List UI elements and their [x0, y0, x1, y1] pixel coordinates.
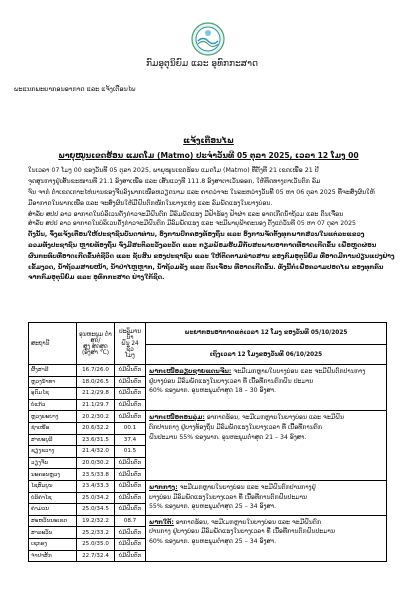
- rain-header: [115, 323, 146, 365]
- warning-line: ດັ່ງນັ້ນ, ຈຶ່ງແຈ້ງເຕືອນໃຫ້ປະຊາຊົນບັນດາທ່ານ, ອົງການປົກຄອງທ້ອງຖິ່ນ ແລະ ອົງການຈັດຕັ້ງທຸກພາກສ່ວນໃນແຕ່ລະແຂວງ: [28, 230, 365, 238]
- station-cell: ເຊກອງ: [29, 538, 77, 550]
- forecast-text: ຢູ່ບາງບ່ອນ ມີລົມພັດແຮງໃນບາງເວລາ ທີ່ ເນື້ອທີ່ການຕົກຝົນ ປະມານ: [149, 377, 314, 385]
- paragraph-line: ມີອາກາດໃນພາກເໜືອ ແລະ ຈະສົ່ງຜົນໃຫ້ມີຝົນຕົກໜັກໃນບາງແຫ່ງ ແລະ ລົມພັດແຮງໃນບາງບ່ອນ.: [28, 199, 273, 207]
- station-cell: ຊຽງຂວາງ: [29, 446, 77, 458]
- forecast-text: 60% ຂອງພາກ. ອຸນຫະພູມຕ່ຳສຸດ 25 – 34 ອົງສາ.: [149, 537, 277, 545]
- section-name: ພະແນກພະຍາກອນອາກາດ ແລະ ແຈ້ງເຕືອນໄພ: [14, 85, 136, 93]
- station-cell: ຫຼວງພະບາງ: [29, 411, 77, 423]
- forecast-text: ຕົກປານກາງ ຢູ່ບາງທ້ອງຖິ່ນ ມີລົມພັດແຮງໃນບາງເວລາ ທີ່ ເນື້ອທີ່ການຕົກ: [149, 423, 322, 431]
- temp-cell: 19.2/32.2: [77, 515, 115, 527]
- rain-cell: ບໍ່ມີຝົນຕົກ: [115, 365, 146, 377]
- forecast-region: ພາກເໜືອລຽບຊາຍແດນຈີນ:: [149, 368, 232, 375]
- station-cell: ວຽງຈັນ: [29, 457, 77, 469]
- forecast-text: 60% ຂອງພາກ. ອຸນຫະພູມຕ່ຳສຸດ 18 – 30 ອົງສາ.: [149, 387, 277, 395]
- station-header: ສະຖານີ: [29, 323, 77, 365]
- station-cell: ສະຫວັນນະເຂດ: [29, 515, 77, 527]
- forecast-region: ພາກກາງ:: [149, 483, 178, 491]
- weather-table: [28, 322, 387, 562]
- temp-cell: 16.7/26.0: [77, 365, 115, 377]
- temp-cell: 23.5/33.8: [77, 469, 115, 481]
- rain-cell: 01.5: [115, 446, 146, 458]
- station-cell: ອຸດົມໄຊ: [29, 388, 77, 400]
- forecast-text: ຈະມີເມກຫຼາຍໃນບາງບ່ອນ ແລະ ຈະມີຝົນຕົກປານກາງ: [233, 368, 366, 375]
- forecast-region: ພາກເໜືອຕອນລຸ່ມ:: [149, 414, 205, 422]
- rain-cell: ບໍ່ມີຝົນຕົກ: [115, 399, 146, 411]
- forecast-text: ອາກາດຮ້ອນ, ຈະມີເມກຫຼາຍໃນບາງບ່ອນ ແລະ ຈະມີຝົນຕົກ: [175, 518, 321, 526]
- paragraph-line: ໃນເວລາ 07 ໂມງ 00 ຂອງວັນທີ 05 ຕຸລາ 2025, ພາຍຸໝູນເຂດຮ້ອນ ແມດໂມ (Matmo) ທີ່ຕັ້ງທີ 21 ເຂດເໜືອ 21 ປີ: [28, 167, 319, 174]
- forecast-north-lower: [146, 411, 387, 481]
- rain-cell: 08.7: [115, 515, 146, 527]
- rain-cell: ບໍ່ມີຝົນຕົກ: [115, 538, 146, 550]
- forecast-north-border: [146, 365, 387, 411]
- station-cell: ຫຼວງນ້ຳທາ: [29, 376, 77, 388]
- station-cell: ສາລະວັນ: [29, 527, 77, 539]
- paragraph-line: ສຳລັບ ສປປ ລາວ ອາກາດໃນບໍລິເວນດັ່ງກ່າວຈະມີຝົນຕົກ ມີລົມພັດແຮງ ມີຟ້າຮ້ອງ ຟ້າຜ່າ ແລະ ອາດເກີດນ້ຳຖ້ວມ ແລະ ດິນເຈື່ອນ: [28, 210, 344, 218]
- temp-cell: 21.2/29.8: [77, 388, 115, 400]
- station-cell: ບໍ່ແກ້ວ: [29, 399, 77, 411]
- rain-header-line: ຝົນ 24 ຊົ່ວ: [121, 340, 139, 353]
- temp-header-line: ສູງ ສຸດສຸດ: [83, 343, 108, 350]
- department-name: ກົມອຸຕຸນິຍົມ ແລະ ອຸທົກກະສາດ: [146, 59, 258, 69]
- rain-header-line: ໂມງ: [125, 352, 135, 359]
- temp-cell: 21.1/29.7: [77, 399, 115, 411]
- rain-cell: ບໍ່ມີຝົນຕົກ: [115, 504, 146, 516]
- rain-cell: ບໍ່ມີຝົນຕົກ: [115, 527, 146, 539]
- paragraph-line: ສຳລັບ ສປປ ລາວ ອາກາດໃນບໍລິເວນດັ່ງກ່າວຈະມີຝົນຕົກ ມີລົມພັດແຮງ ແລະ ຈະມີພາຍຸຟ້າຄະນອງ ຕັ້ງແຕ່ວັນທີ 05 ຫາ 07 ຕຸລາ 2025: [28, 220, 356, 227]
- station-cell: ບໍລິຄຳໄຊ: [29, 492, 77, 504]
- station-cell: ນະຄອນຫຼວງ: [29, 469, 77, 481]
- temp-header-line: (ອົງສາ °C): [82, 349, 109, 356]
- rain-cell: ບໍ່ມີຝົນຕົກ: [115, 388, 146, 400]
- bulletin-title: ແຈ້ງເຕືອນໄພ: [183, 136, 234, 145]
- temp-cell: 23.4/33.3: [77, 480, 115, 492]
- department-logo: [191, 22, 225, 56]
- temp-cell: 21.4/32.0: [77, 446, 115, 458]
- forecast-text: ຝົນປະມານ 55% ຂອງພາກ. ອຸນຫະພູມຕ່ຳສຸດ 21 – 34 ອົງສາ.: [149, 433, 307, 441]
- station-cell: ຄຳມ່ວນ: [29, 504, 77, 516]
- bulletin-subtitle: ພາຍຸໝູນເຂດຮ້ອນ ແມດໂມ (Matmo) ປະຈໍາວັນທີ 05 ຕຸລາ 2025, ເວລາ 12 ໂມງ 00: [58, 151, 359, 160]
- station-cell: ຊຳເໜືອ: [29, 422, 77, 434]
- forecast-text: ຈະມີເມກຫຼາຍໃນບາງບ່ອນ ແລະ ຈະມີຝົນຕົກປານກາງຢູ່: [179, 483, 316, 491]
- forecast-text: ບາງບ່ອນ ມີລົມພັດແຮງໃນບາງເວລາ ທີ່ ເນື້ອທີ່ການຕົກຝົນປະມານ: [149, 493, 308, 501]
- rain-header-line: ປະລິມານນ້ຳ: [118, 328, 142, 341]
- station-cell: ສາຍະບູລີ: [29, 434, 77, 446]
- temp-header-line: ອຸນຫະພູມ ຕ່ຳສຸດ/: [79, 331, 112, 344]
- rain-cell: ບໍ່ມີຝົນຕົກ: [115, 480, 146, 492]
- temp-cell: 25.0/35.0: [77, 538, 115, 550]
- rain-cell: ບໍ່ມີຝົນຕົກ: [115, 411, 146, 423]
- forecast-region: ພາກໃຕ້:: [149, 518, 174, 526]
- temp-cell: 20.2/30.2: [77, 411, 115, 423]
- station-cell: ຜົ້ງສາລີ: [29, 365, 77, 377]
- rain-cell: 00.1: [115, 422, 146, 434]
- station-cell: ໄຊສົມບູນ: [29, 480, 77, 492]
- temp-cell: 20.6/32.2: [77, 422, 115, 434]
- rain-cell: ບໍ່ມີຝົນຕົກ: [115, 376, 146, 388]
- temp-cell: 22.7/32.4: [77, 550, 115, 562]
- rain-cell: ບໍ່ມີຝົນຕົກ: [115, 550, 146, 562]
- temp-cell: 25.0/34.5: [77, 504, 115, 516]
- forecast-text: ອາກາດຮ້ອນ, ຈະມີເມກຫຼາຍໃນບາງບ່ອນ ແລະ ຈະມີຝົນ: [206, 414, 344, 422]
- temp-header: [77, 323, 115, 365]
- bulletin-paragraph-2: [28, 219, 400, 284]
- station-cell: ຈຳປາສັກ: [29, 550, 77, 562]
- rain-cell: ບໍ່ມີຝົນຕົກ: [115, 492, 146, 504]
- bulletin-paragraph-1: [28, 166, 400, 220]
- warning-line: ຜົນກະທົບທີ່ອາດເກີດຂຶ້ນຕໍ່ຊີວິດ ແລະ ຊັບສິນ ຂອງປະຊາຊົນ ແລະ ໃຫ້ຕິດຕາມຂ່າວສານ ຂອງກົມອຸຕຸນິຍົມ ທີ່ອາດມີການປ່ຽນແປງຢ່າງ: [28, 252, 395, 260]
- rain-cell: 37.4: [115, 434, 146, 446]
- forecast-text: ປານກາງ ຢູ່ບາງບ່ອນ ມີລົມພັດແຮງໃນບາງເວລາ ທີ່ ເນື້ອທີ່ການຕົກຝົນປະມານ: [149, 528, 335, 536]
- temp-cell: 18.0/26.5: [77, 376, 115, 388]
- paragraph-line: ຈຸດສູນກາງຢູ່ເສັ້ນຂະໜານທີ 21.1 ອົງສາເໜືອ ແລະ ເສັ້ນແວງທີ 111.8 ອົງສາຕາເວັນອອກ, ໃຫ້ທິດທາງຕາເວັນຕົກ ລົມ: [28, 177, 321, 185]
- warning-line: ເຂັ້ມງວດ, ນ້ຳຖ້ວມສາຍໜ້າ, ນ້ຳປ່າໄຫຼຫຼາກ, ນ້ຳຖ້ວມຂັງ ແລະ ດິນເຈື່ອນ ທີ່ອາດເກີດຂຶ້ນ. ທັງນີ້ກໍເພື່ອຄວາມປອດໄພ ຂອງທຸກຄົນ: [28, 263, 384, 271]
- rain-cell: ບໍ່ມີຝົນຕົກ: [115, 457, 146, 469]
- rain-cell: ບໍ່ມີຝົນຕົກ: [115, 469, 146, 481]
- forecast-south: [146, 515, 387, 561]
- temp-cell: 25.2/33.2: [77, 527, 115, 539]
- forecast-text: 55% ຂອງພາກ. ອຸນຫະພູມຕ່ຳສຸດ 25 – 34 ອົງສາ.: [149, 503, 277, 511]
- warning-line: ຈາກກົມອຸຕຸນິຍົມ ແລະ ອຸທົກກະສາດ ຢ່າງໃກ້ຊິດ.: [28, 274, 165, 282]
- temp-cell: 20.0/30.2: [77, 457, 115, 469]
- warning-line: ລວມທັງປະຊາຊົນ ຫຼາຍທ້ອງຖິ່ນ ຈົ່ງມີສະຕິລະວັງລະວັດ ແລະ ກຽມພ້ອມຮັບມືກັບສະພາບອາກາດທີ່ອາດເກີດຂຶ້ນ ເພື່ອຫຼຸດຜ່ອນ: [28, 241, 377, 249]
- temp-cell: 25.0/34.2: [77, 492, 115, 504]
- forecast-header: ພະຍາກອນອາກາດແຕ່ເວລາ 12 ໂມງ ຂອງວັນທີ 05/10/2025: [146, 323, 387, 345]
- temp-cell: 23.6/31.5: [77, 434, 115, 446]
- forecast-central: [146, 480, 387, 515]
- paragraph-line: ຈົນ ຈາກໍ ຕ່ຳເຂດເກາະໄຫ່ນານຂອງຈີນລົງພາກເໜືອຫວຽດນາມ ແລະ ຄາດວ່າຈະ ໃນລະຫວ່າງວັນທີ 05 ຫາ 06 ຕຸລາ 2025 ທີ່ຈະສົ່ງຜົນໃຫ້: [28, 188, 375, 196]
- forecast-header-2: ເຖິງເວລາ 12 ໂມງຂອງວັນທີ 06/10/2025: [146, 345, 387, 365]
